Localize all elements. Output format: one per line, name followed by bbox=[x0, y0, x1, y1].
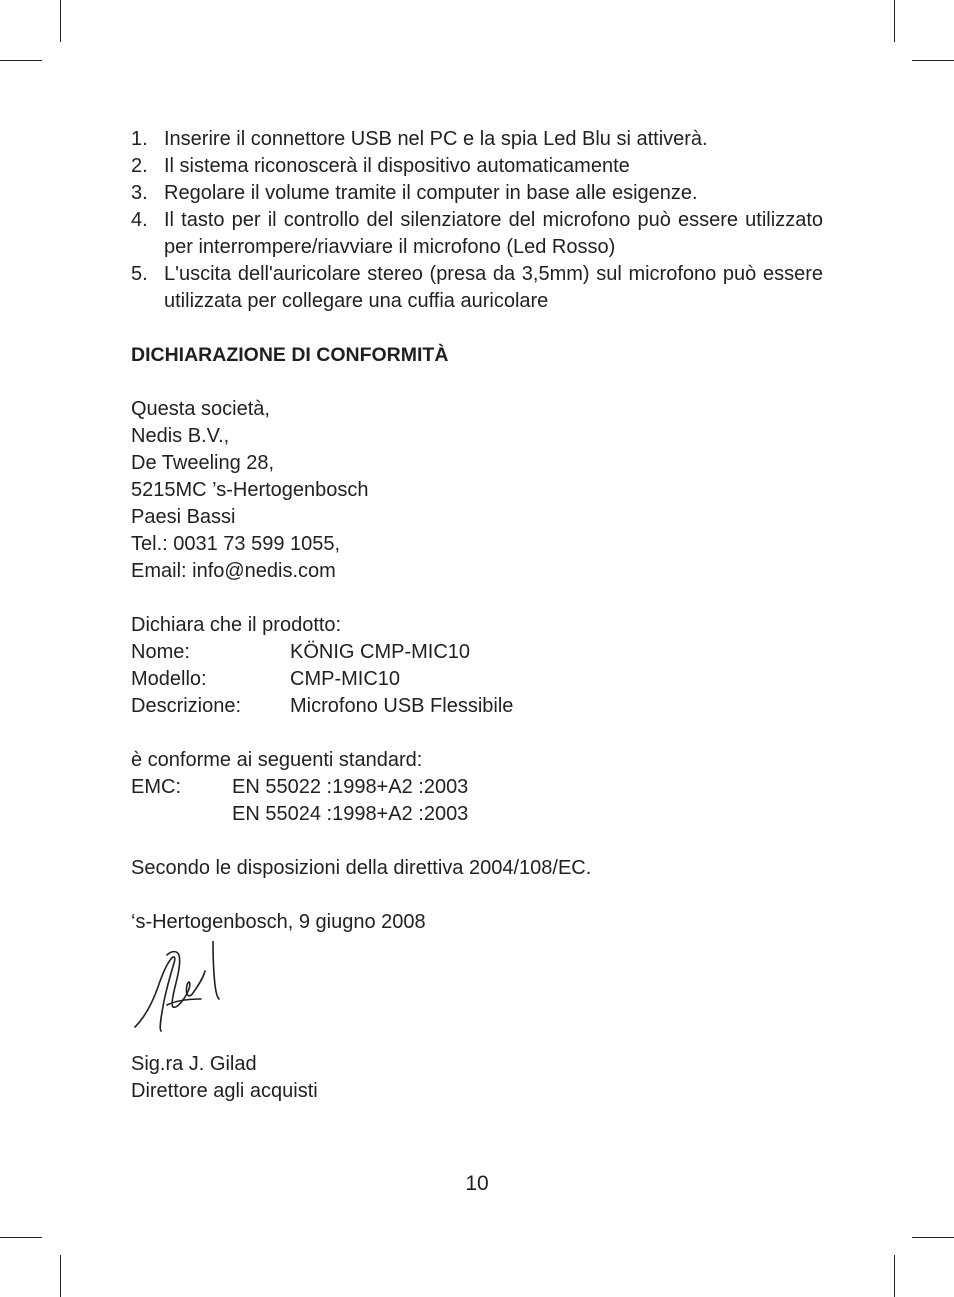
directive-text: Secondo le disposizioni della direttiva 2004/108/EC. bbox=[131, 857, 592, 879]
list-item bbox=[131, 153, 823, 180]
company-city: 5215MC ’s-Hertogenbosch bbox=[131, 479, 369, 501]
signer-role: Direttore agli acquisti bbox=[131, 1080, 318, 1102]
company-intro: Questa società, bbox=[131, 398, 270, 420]
list-number: 2. bbox=[131, 155, 148, 177]
product-name-row bbox=[131, 639, 823, 666]
crop-mark bbox=[894, 0, 895, 42]
emc-label: EMC: bbox=[131, 776, 181, 798]
company-country: Paesi Bassi bbox=[131, 506, 236, 528]
list-item bbox=[131, 207, 823, 261]
list-item bbox=[131, 180, 823, 207]
company-name: Nedis B.V., bbox=[131, 425, 230, 447]
product-model-label: Modello: bbox=[131, 668, 207, 690]
declaration-heading: DICHIARAZIONE DI CONFORMITÀ bbox=[131, 344, 449, 366]
company-phone: Tel.: 0031 73 599 1055, bbox=[131, 533, 341, 555]
list-item bbox=[131, 261, 823, 315]
list-text: Il sistema riconoscerà il dispositivo automaticamente bbox=[164, 155, 630, 177]
list-text: Regolare il volume tramite il computer in base alle esigenze. bbox=[164, 182, 698, 204]
product-model-row bbox=[131, 666, 823, 693]
emc-row bbox=[131, 774, 823, 801]
list-number: 3. bbox=[131, 182, 148, 204]
company-email: Email: info@nedis.com bbox=[131, 560, 336, 582]
emc-row bbox=[131, 801, 823, 828]
page-content bbox=[131, 126, 823, 1105]
list-number: 1. bbox=[131, 128, 148, 150]
product-desc-value: Microfono USB Flessibile bbox=[290, 695, 514, 717]
product-details bbox=[131, 612, 823, 720]
emc-standard-2: EN 55024 :1998+A2 :2003 bbox=[232, 803, 469, 825]
emc-label-spacer bbox=[131, 801, 232, 828]
product-desc-row bbox=[131, 693, 823, 720]
crop-mark bbox=[60, 0, 61, 42]
company-address bbox=[131, 396, 823, 585]
product-desc-label: Descrizione: bbox=[131, 695, 242, 717]
crop-mark bbox=[912, 1237, 954, 1238]
place-date: ‘s-Hertogenbosch, 9 giugno 2008 bbox=[131, 911, 426, 933]
crop-mark bbox=[0, 60, 42, 61]
list-text: Il tasto per il controllo del silenziatore del microfono può essere utilizzato per interrompere/riavviare il microfono (Led Rosso) bbox=[164, 209, 823, 258]
company-street: De Tweeling 28, bbox=[131, 452, 275, 474]
product-model-value: CMP-MIC10 bbox=[290, 668, 401, 690]
crop-mark bbox=[912, 60, 954, 61]
instruction-list bbox=[131, 126, 823, 315]
crop-mark bbox=[60, 1255, 61, 1297]
signer-name: Sig.ra J. Gilad bbox=[131, 1053, 257, 1075]
product-name-value: KÖNIG CMP-MIC10 bbox=[290, 641, 471, 663]
list-number: 5. bbox=[131, 263, 148, 285]
crop-mark bbox=[894, 1255, 895, 1297]
list-text: L'uscita dell'auricolare stereo (presa da 3,5mm) sul microfono può essere utilizzata per collegare una cuffia auricolare bbox=[164, 263, 823, 312]
standards bbox=[131, 747, 823, 828]
emc-standard-1: EN 55022 :1998+A2 :2003 bbox=[232, 776, 469, 798]
product-intro: Dichiara che il prodotto: bbox=[131, 614, 342, 636]
product-name-label: Nome: bbox=[131, 641, 190, 663]
list-item bbox=[131, 126, 823, 153]
page-number: 10 bbox=[465, 1172, 489, 1195]
standards-intro: è conforme ai seguenti standard: bbox=[131, 749, 423, 771]
list-text: Inserire il connettore USB nel PC e la spia Led Blu si attiverà. bbox=[164, 128, 708, 150]
list-number: 4. bbox=[131, 209, 148, 231]
crop-mark bbox=[0, 1237, 42, 1238]
signature-image bbox=[131, 941, 231, 1051]
signer-block bbox=[131, 1051, 823, 1105]
